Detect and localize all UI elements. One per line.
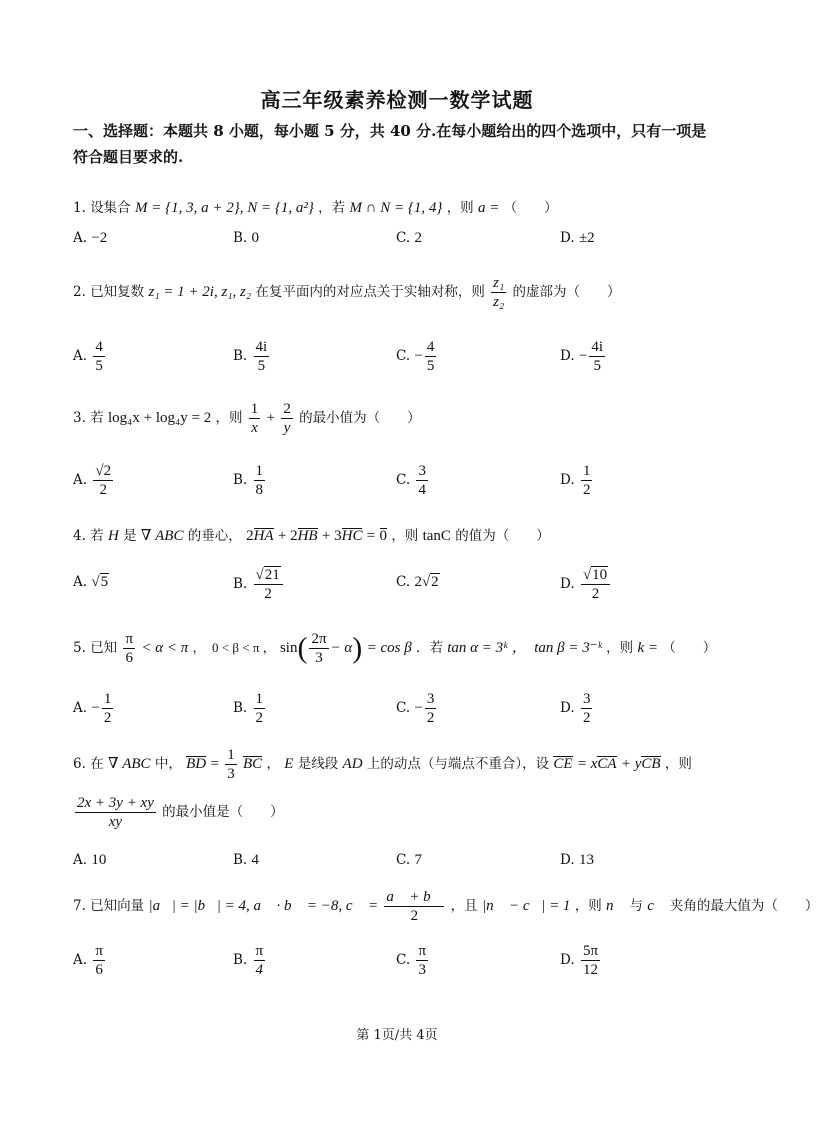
vector-cb: CB (641, 756, 661, 772)
question-text: ，且 (450, 898, 478, 914)
option-label: C. (396, 700, 411, 716)
question-text: 的垂心， (187, 528, 242, 544)
option-fraction: $\frac{3}{4}$ (418, 463, 426, 498)
option-value: 7 (414, 852, 422, 868)
option-value: 10 (91, 852, 107, 868)
option-d[interactable] (560, 690, 594, 727)
option-b[interactable] (233, 230, 259, 247)
option-fraction: $\frac{4i}{5}$ (591, 339, 604, 374)
option-a[interactable] (73, 852, 106, 869)
option-value: 0 (251, 230, 260, 246)
option-b[interactable] (233, 462, 267, 499)
question-text: 在复平面内的对应点关于实轴对称，则 (255, 284, 485, 300)
math-expression: log₄x + log₄y = 2 (107, 410, 212, 426)
option-label: A. (73, 852, 88, 868)
question-1 (73, 196, 558, 217)
option-b[interactable] (233, 566, 285, 603)
option-label: A. (73, 472, 88, 488)
question-text: 的最小值是（ ） (162, 804, 284, 820)
option-fraction: $\frac{√21}{2}$ (254, 566, 283, 603)
question-6: 6. 在 ∇ ABC 中， BD = $\frac{1}{3}$ BC ， E 是线段 AD 上的动点（与端点不重合），设 CE = xCA + yCB ，则 (73, 747, 692, 782)
math-expression: z₁ = 1 + 2i, z₁, z₂ (148, 284, 252, 300)
option-label: C. (396, 852, 411, 868)
question-text: ，则 (215, 410, 243, 426)
option-a[interactable] (73, 942, 107, 979)
option-fraction: $\frac{1}{2}$ (103, 691, 112, 726)
vector-ca: CA (597, 756, 617, 772)
option-label: D. (560, 472, 575, 488)
section-header-line-1: 一、选择题：本题共 8 小题，每小题 5 分，共 40 分.在每小题给出的四个选项中，只有一项是 (73, 122, 707, 140)
question-4: 4. 若 H 是 ∇ ABC 的垂心， 2HA + 2HB + 3HC = 0 ，则 tanC 的值为（ ） (73, 528, 550, 544)
question-number: 5. (73, 640, 86, 656)
option-d[interactable] (560, 942, 602, 979)
fraction: $\frac{2\pi}{3}$ (311, 631, 327, 666)
option-label: B. (233, 852, 248, 868)
fraction: $\frac{a⃗ + b⃗}{2}$ (386, 889, 443, 924)
option-fraction: $\frac{√2}{2}$ (95, 463, 112, 498)
option-a[interactable] (73, 462, 115, 499)
question-text: ，则 (606, 640, 634, 656)
option-b[interactable] (233, 338, 271, 375)
question-text: 夹角的最大值为（ ） (669, 898, 818, 914)
option-label: B. (233, 472, 248, 488)
option-label: B. (233, 700, 248, 716)
vector-ce: CE (553, 756, 573, 772)
question-text: 的虚部为（ ） (512, 284, 621, 300)
vector-ha: HA (253, 528, 274, 544)
option-a[interactable]: A. − $\frac{1}{2}$ (73, 691, 112, 726)
question-text: 已知 (90, 640, 118, 656)
option-label: A. (73, 952, 88, 968)
option-b[interactable] (233, 852, 259, 869)
option-c[interactable] (396, 230, 422, 247)
option-label: B. (233, 230, 248, 246)
question-text: 与 (629, 898, 643, 914)
option-label: B. (233, 348, 248, 364)
fraction: $\frac{\text{z₁}}{\text{z₂}}$ (493, 275, 505, 310)
question-text: 若 (90, 528, 104, 544)
math-expression: |n⃗ − c⃗| = 1 (481, 898, 571, 914)
option-a[interactable] (73, 338, 107, 375)
fraction: $\frac{2x + 3y + xy}{xy}$ (77, 795, 154, 830)
question-text: 的最小值为（ ） (299, 410, 421, 426)
question-text: ，若 (318, 200, 346, 216)
question-3: 3. 若 log₄x + log₄y = 2 ，则 $\frac{1}{x}$ + $\frac{2}{y}$ 的最小值为（ ） (73, 401, 421, 436)
option-fraction: $\frac{3}{2}$ (426, 691, 435, 726)
option-label: D. (560, 700, 575, 716)
option-label: C. (396, 472, 411, 488)
question-text: ．若 (415, 640, 443, 656)
option-value: 4 (251, 852, 260, 868)
fraction: $\frac{1}{3}$ (227, 747, 235, 782)
vector-bd: BD (186, 756, 207, 772)
option-fraction: $\frac{4}{5}$ (95, 339, 103, 374)
option-value: ±2 (578, 230, 595, 246)
answer-paren: （ ） (503, 200, 558, 216)
option-label: D. (560, 852, 575, 868)
option-c[interactable] (396, 852, 422, 869)
question-number: 2. (73, 284, 86, 300)
option-d[interactable]: D. − $\frac{4i}{5}$ (560, 339, 604, 374)
math-expression: M = {1, 3, a + 2}, N = {1, a²} (134, 200, 314, 216)
option-fraction: $\frac{1}{2}$ (582, 463, 591, 498)
question-text: 中， (154, 756, 182, 772)
question-text: 的值为（ ） (455, 528, 550, 544)
option-b[interactable] (233, 942, 267, 979)
option-value: 2 (414, 230, 422, 246)
question-text: 是线段 (297, 756, 339, 772)
option-fraction: $\frac{√10}{2}$ (581, 566, 610, 603)
question-text: 在 (90, 756, 104, 772)
fraction: $\frac{2}{y}$ (283, 401, 291, 436)
option-label: A. (73, 348, 88, 364)
option-label: D. (560, 952, 575, 968)
option-fraction: $\frac{\pi}{4}$ (255, 943, 264, 978)
option-label: A. (73, 230, 88, 246)
sqrt: √2 (421, 574, 439, 590)
question-text: ，则 (574, 898, 602, 914)
option-label: A. (73, 700, 88, 716)
option-c[interactable] (396, 942, 430, 979)
option-d[interactable] (560, 566, 612, 603)
vector-bc: BC (243, 756, 263, 772)
option-b[interactable] (233, 690, 267, 727)
question-6-line-2 (73, 794, 284, 831)
option-label: C. (396, 348, 411, 364)
option-a[interactable] (73, 574, 109, 591)
question-number: 3. (73, 410, 86, 426)
question-text: 若 (90, 410, 104, 426)
page-title: 高三年级素养检测一数学试题 (260, 88, 534, 112)
question-text: 已知复数 (90, 284, 145, 300)
option-fraction: $\frac{1}{8}$ (255, 463, 264, 498)
question-text: 设集合 (90, 200, 131, 216)
fraction: $\frac{1}{x}$ (250, 401, 259, 436)
option-fraction: $\frac{\pi}{3}$ (418, 943, 427, 978)
option-d[interactable] (560, 230, 595, 247)
math-expression: a = (477, 200, 500, 216)
math-expression: H (107, 528, 119, 544)
question-2 (73, 274, 621, 311)
question-5: 5. 已知 $\frac{\pi}{6}$ < α < π ， 0 < β < π ， sin( $\frac{2\pi}{3}$ − α) = cos β ．若 tan α = 3ᵏ ， tan β = 3⁻ᵏ ，则 k = （ ） (73, 631, 717, 666)
option-label: D. (560, 230, 575, 246)
option-d[interactable] (560, 462, 594, 499)
option-label: B. (233, 952, 248, 968)
option-c[interactable]: C. − $\frac{4}{5}$ (396, 339, 435, 374)
question-text: ，则 (664, 756, 692, 772)
option-fraction: $\frac{4}{5}$ (426, 339, 435, 374)
option-label: D. (560, 348, 575, 364)
math-expression: M ∩ N = {1, 4} (349, 200, 443, 216)
option-c[interactable]: C. 2√2 (396, 574, 439, 590)
option-fraction: $\frac{1}{2}$ (255, 691, 264, 726)
math-expression: |a⃗| = |b⃗| = 4, a⃗ · b⃗ = −8, c⃗ = (148, 898, 379, 914)
option-label: D. (560, 576, 575, 592)
option-c[interactable]: C. − $\frac{3}{2}$ (396, 691, 435, 726)
zero-vector: 0 (379, 528, 388, 544)
question-7: 7. 已知向量 |a⃗| = |b⃗| = 4, a⃗ · b⃗ = −8, c⃗ = $\frac{a⃗ + b⃗}{2}$ ，且 |n⃗ − c⃗| = 1 ，则 n⃗ 与 c⃗ 夹角的最大值为（ ） (73, 889, 818, 924)
option-value: −2 (91, 230, 108, 246)
option-fraction: $\frac{4i}{5}$ (255, 339, 268, 374)
vector-hc: HC (341, 528, 363, 544)
option-label: C. (396, 574, 411, 590)
option-fraction: $\frac{3}{2}$ (582, 691, 591, 726)
question-text: 上的动点（与端点不重合），设 (366, 756, 550, 772)
option-fraction: $\frac{\pi}{6}$ (95, 943, 103, 978)
sqrt: √5 (91, 574, 109, 590)
option-a[interactable] (73, 230, 107, 247)
question-text: 是 (123, 528, 137, 544)
page-footer: 第 1页/共 4页 (356, 1028, 438, 1043)
option-c[interactable] (396, 462, 430, 499)
option-fraction: $\frac{5\pi}{12}$ (582, 943, 599, 978)
option-label: C. (396, 230, 411, 246)
question-number: 1. (73, 200, 86, 216)
section-header-line-2: 符合题目要求的. (73, 148, 184, 166)
math-expression: ∇ ABC (107, 756, 151, 772)
answer-paren: （ ） (662, 640, 717, 656)
math-expression: ∇ ABC (140, 528, 184, 544)
option-label: C. (396, 952, 411, 968)
fraction: $\frac{\pi}{6}$ (125, 631, 134, 666)
section-header (73, 118, 733, 170)
vector-hb: HB (297, 528, 318, 544)
math-expression: tanC (422, 528, 451, 544)
question-text: ，则 (446, 200, 474, 216)
option-label: B. (233, 576, 248, 592)
option-value: 13 (578, 852, 594, 868)
option-label: A. (73, 574, 88, 590)
question-number: 4. (73, 528, 86, 544)
question-text: 已知向量 (90, 898, 145, 914)
question-number: 7. (73, 898, 86, 914)
question-number: 6. (73, 756, 86, 772)
question-text: ，则 (391, 528, 419, 544)
option-d[interactable] (560, 852, 594, 869)
